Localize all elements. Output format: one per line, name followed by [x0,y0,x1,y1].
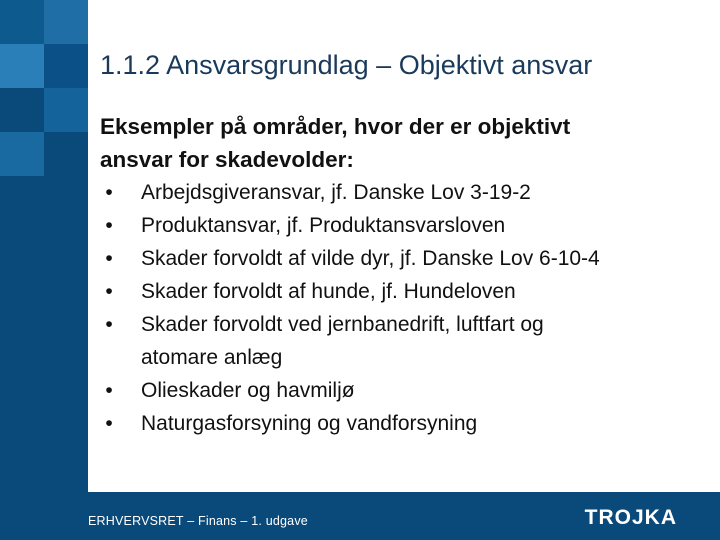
list-item [100,209,700,242]
list-item [100,275,700,308]
decorative-side-panel [0,0,88,540]
footer-bar [88,492,720,540]
intro-text [100,110,700,176]
trojka-logo: TROJKA [584,506,677,529]
bullet-icon: • [105,181,113,204]
footer-text: ERHVERVSRET – Finans – 1. udgave [88,514,308,528]
list-item-text: Skader forvoldt af vilde dyr, jf. Danske Lov 6-10-4 [141,247,600,270]
slide-title: 1.1.2 Ansvarsgrundlag – Objektivt ansvar [100,50,593,80]
bullet-icon: • [105,214,113,237]
list-item-continuation [100,341,700,374]
list-item-text: atomare anlæg [141,346,283,369]
list-item [100,176,700,209]
intro-line-2: ansvar for skadevolder: [100,147,354,172]
bullet-icon: • [105,313,113,336]
bullet-icon: • [105,379,113,402]
decorative-squares-pattern [0,0,88,540]
bullet-list [100,176,700,440]
list-item [100,374,700,407]
intro-line-1: Eksempler på områder, hvor der er objektivt [100,114,571,139]
slide-content [100,110,700,440]
list-item [100,242,700,275]
list-item [100,407,700,440]
bullet-icon: • [105,247,113,270]
list-item-text: Naturgasforsyning og vandforsyning [141,412,478,435]
bullet-icon: • [105,412,113,435]
list-item [100,308,700,341]
bullet-icon: • [105,280,113,303]
list-item-text: Produktansvar, jf. Produktansvarsloven [141,214,506,237]
list-item-text: Skader forvoldt ved jernbanedrift, luftfart og [141,313,544,336]
list-item-text: Arbejdsgiveransvar, jf. Danske Lov 3-19-2 [141,181,531,204]
list-item-text: Olieskader og havmiljø [141,379,355,402]
list-item-text: Skader forvoldt af hunde, jf. Hundeloven [141,280,516,303]
